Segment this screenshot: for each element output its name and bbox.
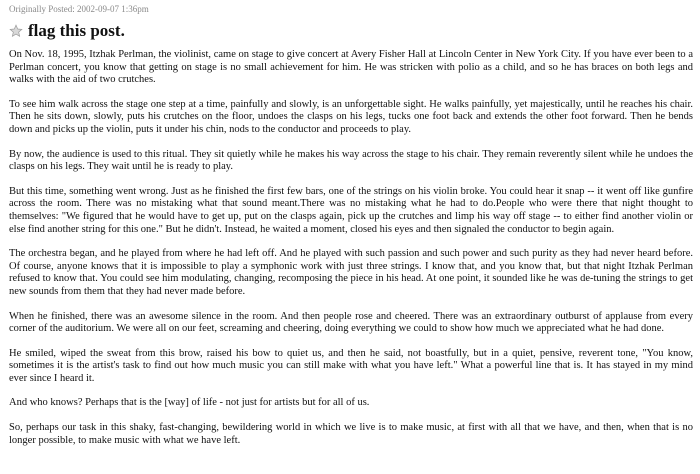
post-container	[9, 0, 693, 459]
star-icon-graphic	[9, 24, 23, 38]
paragraph-3: By now, the audience is used to this ritual. They sit quietly while he makes his way across the stage to his chair. They remain reverently silent while he undoes the clasps on his legs. They wait until he is ready to play.	[9, 148, 693, 173]
paragraph-4: But this time, something went wrong. Just as he finished the first few bars, one of the strings on his violin broke. You could hear it snap -- it went off like gunfire across the room. There was no mistaking what that sound meant.There was no mistaking what he had to do.People who were there that night thought to themselves: "We figured that he would have to get up, put on the clasps again, pick up the crutches and limp his way off stage -- to either find another violin or else find another string for this one." But he didn't. Instead, he waited a moment, closed his eyes and then signaled the conductor to begin again.	[9, 185, 693, 235]
post-body	[9, 49, 693, 447]
paragraph-7: He smiled, wiped the sweat from this brow, raised his bow to quiet us, and then he said, not boastfully, but in a quiet, pensive, reverent tone, "You know, sometimes it is the artist's task to find out how much music you can still make with what you have left." What a powerful line that is. It has stayed in my mind ever since I heard it.	[9, 347, 693, 384]
post-title: flag this post.	[28, 21, 125, 40]
paragraph-6: When he finished, there was an awesome silence in the room. And then people rose and cheered. There was an extraordinary outburst of applause from every corner of the auditorium. We were all on our feet, screaming and cheering, doing everything we could to show how much we appreciated what he had done.	[9, 310, 693, 335]
post-title-row	[9, 21, 693, 41]
paragraph-8: And who knows? Perhaps that is the [way] of life - not just for artists but for all of us.	[9, 397, 370, 409]
star-icon[interactable]	[9, 24, 23, 38]
paragraph-1: On Nov. 18, 1995, Itzhak Perlman, the violinist, came on stage to give concert at Avery Fisher Hall at Lincoln Center in New York City. If you have ever been to a Perlman concert, you know that getting on stage is no small achievement for him. He was stricken with polio as a child, and so he has braces on both legs and walks with the aid of two crutches.	[9, 49, 693, 86]
paragraph-2: To see him walk across the stage one step at a time, painfully and slowly, is an unforgettable sight. He walks painfully, yet majestically, until he reaches his chair. Then he sits down, slowly, puts his crutches on the floor, undoes the clasps on his legs, tucks one foot back and extends the other foot forward. Then he bends down and picks up the violin, puts it under his chin, nods to the conductor and proceeds to play.	[9, 98, 693, 135]
paragraph-9: So, perhaps our task in this shaky, fast-changing, bewildering world in which we live is to make music, at first with all that we have, and then, when that is no longer possible, to make music with what we have left.	[9, 422, 693, 446]
paragraph-5: The orchestra began, and he played from where he had left off. And he played with such passion and such power and such purity as they had never heard before. Of course, anyone knows that it is impossible to play a symphonic work with just three strings. I know that, and you know that, but that night Itzhak Perlman refused to know that. You could see him modulating, changing, recomposing the piece in his head. At one point, it sounded like he was de-tuning the strings to get new sounds from them that they had never made before.	[9, 248, 693, 297]
posted-timestamp: Originally Posted: 2002-09-07 1:36pm	[9, 4, 149, 14]
